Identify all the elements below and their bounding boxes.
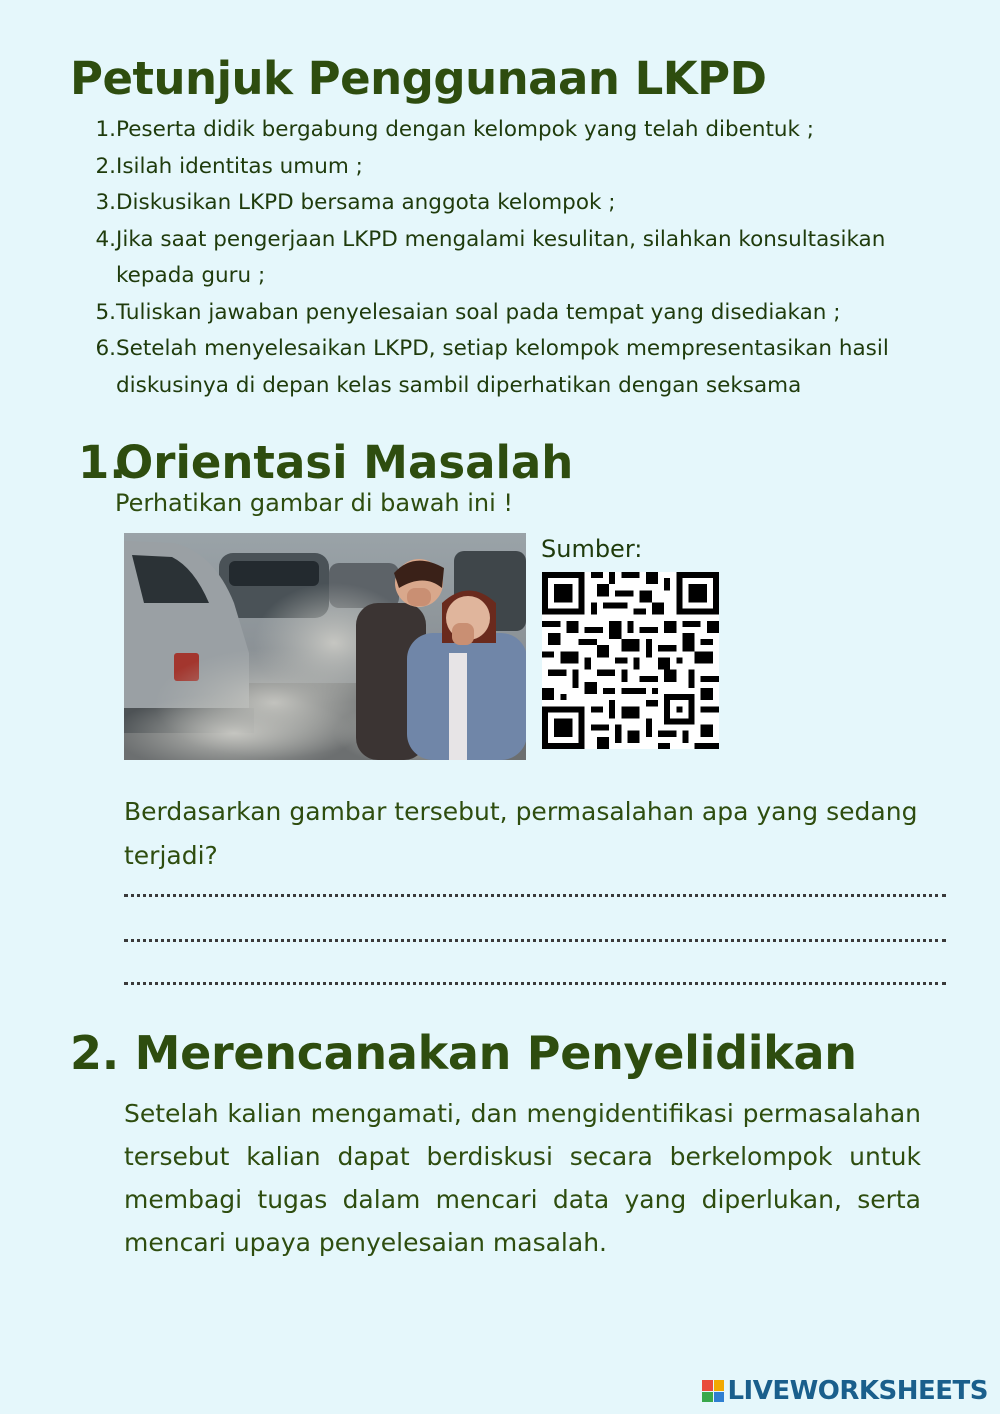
list-number: 1. [95,117,116,142]
problem-question: Berdasarkan gambar tersebut, permasalahan apa yang sedang terjadi? [124,797,918,870]
list-text: Peserta didik bergabung dengan kelompok yang telah dibentuk ; [116,117,815,142]
page-title: Petunjuk Penggunaan LKPD [70,52,767,105]
list-number: 3. [95,190,116,215]
qr-code[interactable] [542,572,719,749]
list-number: 4. [95,226,116,252]
list-text: Tuliskan jawaban penyelesaian soal pada tempat yang disediakan ; [116,299,841,325]
list-number: 6. [95,336,116,361]
list-item [86,185,946,222]
list-item [86,112,946,149]
section-2-body: Setelah kalian mengamati, dan mengidentifikasi permasalahan tersebut kalian dapat berdiskusi secara berkelompok untuk membagi tugas dalam mencari data yang diperlukan, serta mencari upaya penyelesaian masalah. [124,1099,921,1257]
list-number: 2. [95,153,116,179]
list-text: Setelah menyelesaikan LKPD, setiap kelompok mempresentasikan hasil diskusinya di depan kelas sambil diperhatikan dengan seksama [116,336,889,398]
section-title: Orientasi Masalah [115,436,574,489]
section-intro: Perhatikan gambar di bawah ini ! [115,489,514,517]
answer-line-1[interactable] [124,894,946,897]
pollution-photo [124,533,526,760]
instruction-list [86,112,946,404]
list-item [86,222,946,295]
list-item [86,149,946,186]
liveworksheets-logo-icon [702,1380,724,1402]
list-text: Isilah identitas umum ; [116,153,363,179]
qr-code-icon [542,572,719,749]
list-text: Diskusikan LKPD bersama anggota kelompok ; [116,190,616,215]
list-text: Jika saat pengerjaan LKPD mengalami kesulitan, silahkan konsultasikan kepada guru ; [116,226,886,288]
liveworksheets-brand [702,1376,988,1406]
answer-line-3[interactable] [124,982,946,985]
list-item [86,295,946,332]
brand-name: LIVEWORKSHEETS [727,1376,988,1406]
source-label: Sumber: [541,535,643,563]
answer-line-2[interactable] [124,939,946,942]
section-number: 1. [78,436,127,489]
section-2-title: 2. Merencanakan Penyelidikan [70,1026,857,1080]
list-item [86,331,946,404]
list-number: 5. [95,299,116,325]
